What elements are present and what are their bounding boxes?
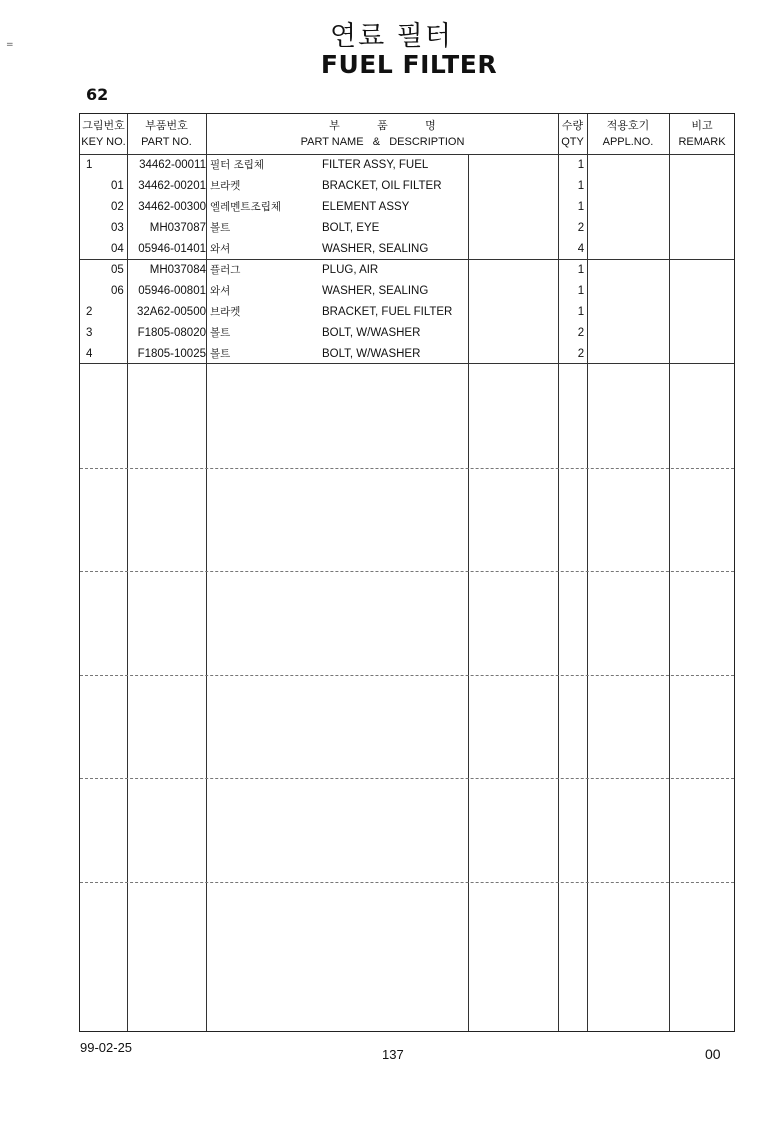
part-no-cell: 32A62-00500 [136,306,206,318]
row-group-divider [80,571,734,572]
part-no-cell: 05946-00801 [138,285,206,297]
table-row [80,197,736,218]
qty-cell: 1 [577,159,585,171]
sub-no-cell: 02 [111,201,124,213]
korean-name-cell: 볼트 [210,327,231,339]
qty-cell: 4 [577,243,585,255]
header-description: 부 품 명 PART NAME & DESCRIPTION [300,119,465,148]
part-no-cell: F1805-10025 [137,348,206,360]
footer-date: 99-02-25 [80,1040,133,1055]
row-group-divider [80,882,734,883]
description-cell: ELEMENT ASSY [322,201,410,213]
korean-name-cell: 볼트 [210,222,231,234]
table-row [80,260,736,281]
part-no-cell: MH037084 [149,264,206,276]
korean-name-cell: 와셔 [210,243,231,255]
key-no-cell: 3 [86,327,93,339]
footer-revision: 00 [705,1046,721,1062]
sub-no-cell: 05 [111,264,124,276]
part-no-cell: 05946-01401 [138,243,206,255]
table-row [80,239,736,260]
footer-page-number: 137 [382,1047,404,1062]
part-no-cell: 34462-00011 [139,159,206,171]
korean-name-cell: 필터 조립체 [210,159,265,171]
row-group-divider [80,675,734,676]
sub-no-cell: 06 [111,285,124,297]
key-no-cell: 1 [86,159,93,171]
margin-mark: = [6,40,14,50]
key-no-cell: 4 [86,348,93,360]
qty-cell: 1 [577,201,585,213]
korean-name-cell: 와셔 [210,285,231,297]
qty-cell: 1 [577,285,585,297]
qty-cell: 2 [577,348,585,360]
header-appl-no: 적용호기 APPL.NO. [602,119,654,148]
description-cell: BOLT, W/WASHER [322,348,421,360]
table-row [80,281,736,302]
table-row [80,344,736,365]
sub-no-cell: 03 [111,222,124,234]
key-no-cell: 2 [86,306,93,318]
qty-cell: 1 [577,264,585,276]
page-title-english: FUEL FILTER [320,50,498,79]
header-part-no: 부품번호 PART NO. [141,119,192,148]
table-row [80,302,736,323]
description-cell: BRACKET, OIL FILTER [322,180,442,192]
korean-name-cell: 볼트 [210,348,231,360]
part-no-cell: MH037087 [149,222,206,234]
section-number: 62 [86,85,109,104]
table-row [80,218,736,239]
qty-cell: 1 [577,306,585,318]
korean-name-cell: 엘레멘트조립체 [210,201,282,213]
qty-cell: 2 [577,327,585,339]
korean-name-cell: 플러그 [210,264,241,276]
description-cell: PLUG, AIR [322,264,379,276]
sub-no-cell: 04 [111,243,124,255]
description-cell: FILTER ASSY, FUEL [322,159,429,171]
part-no-cell: F1805-08020 [137,327,206,339]
qty-cell: 1 [577,180,585,192]
row-group-divider [80,468,734,469]
qty-cell: 2 [577,222,585,234]
parts-table [79,113,735,1032]
description-cell: WASHER, SEALING [322,243,429,255]
page-title-korean: 연료 필터 [330,21,453,52]
part-no-cell: 34462-00201 [138,180,206,192]
table-row [80,323,736,344]
header-remark: 비고 REMARK [678,119,726,148]
sub-no-cell: 01 [111,180,124,192]
korean-name-cell: 브라켓 [210,306,241,318]
table-row [80,176,736,197]
korean-name-cell: 브라켓 [210,180,241,192]
header-key-no: 그림번호 KEY NO. [81,119,126,148]
row-group-divider [80,778,734,779]
part-no-cell: 34462-00300 [138,201,206,213]
description-cell: WASHER, SEALING [322,285,429,297]
description-cell: BRACKET, FUEL FILTER [322,306,453,318]
header-qty: 수량 QTY [561,119,584,148]
description-cell: BOLT, W/WASHER [322,327,421,339]
table-row [80,155,736,176]
description-cell: BOLT, EYE [322,222,380,234]
